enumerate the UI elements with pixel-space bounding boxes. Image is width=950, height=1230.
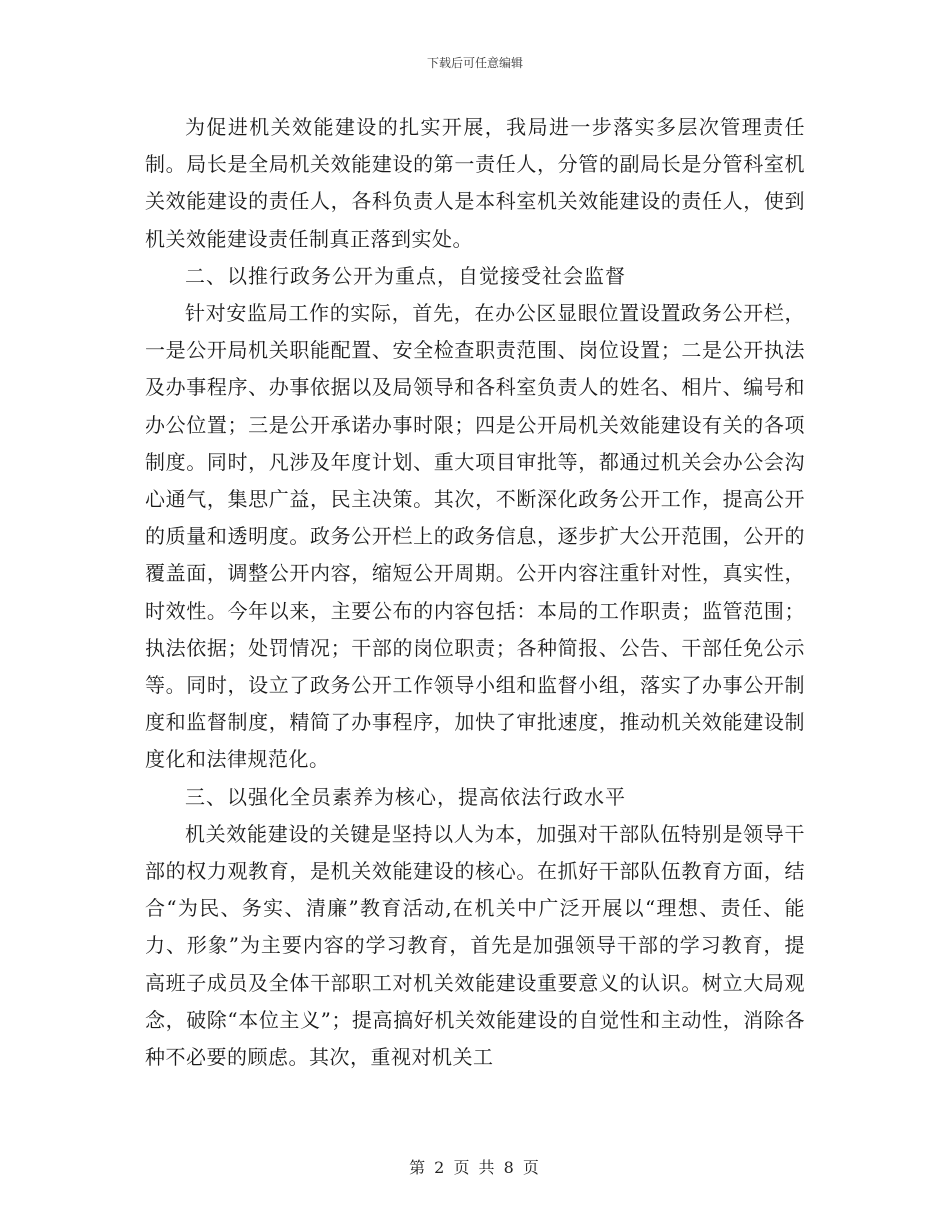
section-heading-two: 二、以推行政务公开为重点，自觉接受社会监督: [185, 263, 626, 288]
document-body: [145, 109, 805, 1076]
section-heading-three: 三、以强化全员素养为核心，提高依法行政水平: [185, 784, 626, 809]
page-footer: 第 2 页 共 8 页: [409, 1158, 541, 1177]
paragraph-staff-quality: 机关效能建设的关键是坚持以人为本，加强对干部队伍特别是领导干部的权力观教育，是机关效能建设的核心。在抓好干部队伍教育方面，结合“为民、务实、清廉”教育活动,在机关中广泛开展以“理想、责任、能力、形象”为主要内容的学习教育，首先是加强领导干部的学习教育，提高班子成员及全体干部职工对机关效能建设重要意义的认识。树立大局观念，破除“本位主义”；提高搞好机关效能建设的自觉性和主动性，消除各种不必要的顾虑。其次，重视对机关工: [145, 821, 805, 1070]
paragraph-responsibility: 为促进机关效能建设的扎实开展，我局进一步落实多层次管理责任制。局长是全局机关效能建设的第一责任人，分管的副局长是分管科室机关效能建设的责任人，各科负责人是本科室机关效能建设的责任人，使到机关效能建设责任制真正落到实处。: [145, 115, 805, 251]
page-header: 下载后可任意编辑: [426, 56, 523, 70]
paragraph-transparency: 针对安监局工作的实际，首先，在办公区显眼位置设置政务公开栏，一是公开局机关职能配置、安全检查职责范围、岗位设置；二是公开执法及办事程序、办事依据以及局领导和各科室负责人的姓名、相片、编号和办公位置；三是公开承诺办事时限；四是公开局机关效能建设有关的各项制度。同时，凡涉及年度计划、重大项目审批等，都通过机关会办公会沟心通气，集思广益，民主决策。其次，不断深化政务公开工作，提高公开的质量和透明度。政务公开栏上的政务信息，逐步扩大公开范围，公开的覆盖面，调整公开内容，缩短公开周期。公开内容注重针对性，真实性，时效性。今年以来，主要公布的内容包括：本局的工作职责；监管范围；执法依据；处罚情况；干部的岗位职责；各种简报、公告、干部任免公示等。同时，设立了政务公开工作领导小组和监督小组，落实了办事公开制度和监督制度，精简了办事程序，加快了审批速度，推动机关效能建设制度化和法律规范化。: [145, 301, 805, 772]
